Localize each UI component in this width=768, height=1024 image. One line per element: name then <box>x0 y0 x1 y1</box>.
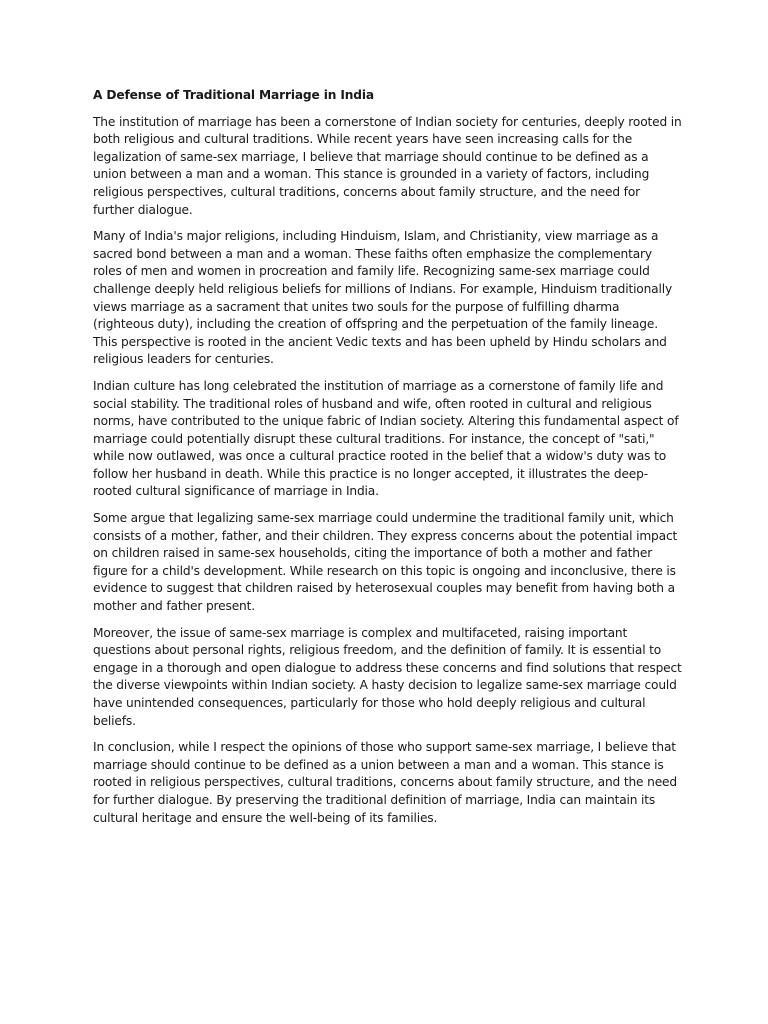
paragraph-conclusion: In conclusion, while I respect the opinions of those who support same-sex marriage, I believe that marriage should continue to be defined as a union between a man and a woman. This stance is rooted in religious perspectives, cultural traditions, concerns about family structure, and the need for further dialogue. By preserving the traditional definition of marriage, India can maintain its cultural heritage and ensure the well-being of its families. <box>93 740 677 825</box>
paragraph-introduction: The institution of marriage has been a cornerstone of Indian society for centuries, deeply rooted in both religious and cultural traditions. While recent years have seen increasing calls for the legalization of same-sex marriage, I believe that marriage should continue to be defined as a union between a man and a woman. This stance is grounded in a variety of factors, including religious perspectives, cultural traditions, concerns about family structure, and the need for further dialogue. <box>93 114 682 217</box>
document-body <box>93 87 683 836</box>
document-title: A Defense of Traditional Marriage in India <box>93 88 374 102</box>
paragraph-culture: Indian culture has long celebrated the institution of marriage as a cornerstone of family life and social stability. The traditional roles of husband and wife, often rooted in cultural and religious norms, have contributed to the unique fabric of Indian society. Altering this fundamental aspect of marriage could potentially disrupt these cultural traditions. For instance, the concept of "sati," while now outlawed, was once a cultural practice rooted in the belief that a widow's duty was to follow her husband in death. While this practice is no longer accepted, it illustrates the deep-rooted cultural significance of marriage in India. <box>93 378 679 499</box>
paragraph-dialogue: Moreover, the issue of same-sex marriage is complex and multifaceted, raising important questions about personal rights, religious freedom, and the definition of family. It is essential to engage in a thorough and open dialogue to address these concerns and find solutions that respect the diverse viewpoints within Indian society. A hasty decision to legalize same-sex marriage could have unintended consequences, particularly for those who hold deeply religious and cultural beliefs. <box>93 625 682 728</box>
paragraph-religion: Many of India's major religions, including Hinduism, Islam, and Christianity, view marriage as a sacred bond between a man and a woman. These faiths often emphasize the complementary roles of men and women in procreation and family life. Recognizing same-sex marriage could challenge deeply held religious beliefs for millions of Indians. For example, Hinduism traditionally views marriage as a sacrament that unites two souls for the purpose of fulfilling dharma (righteous duty), including the creation of offspring and the perpetuation of the family lineage. This perspective is rooted in the ancient Vedic texts and has been upheld by Hindu scholars and religious leaders for centuries. <box>93 229 673 367</box>
paragraph-family: Some argue that legalizing same-sex marriage could undermine the traditional family unit, which consists of a mother, father, and their children. They express concerns about the potential impact on children raised in same-sex households, citing the importance of both a mother and father figure for a child's development. While research on this topic is ongoing and inconclusive, there is evidence to suggest that children raised by heterosexual couples may benefit from having both a mother and father present. <box>93 511 678 614</box>
